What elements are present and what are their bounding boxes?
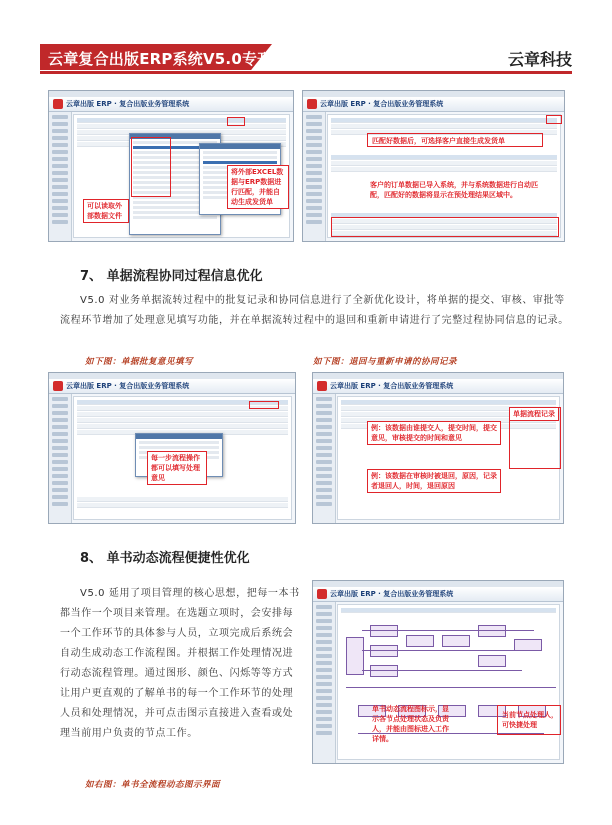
callout-history-b: 例：该数据在审核时被退回，原因，记录者退回人，时间，退回原因 <box>367 469 501 493</box>
screenshot-import: 云章出版 ERP · 复合出版业务管理系统 可以读取外部数据文件 将外部EXCEL数据与ERP数据进行匹配，并能自动生成发货单 <box>48 90 294 242</box>
callout-import-right: 将外部EXCEL数据与ERP数据进行匹配，并能自动生成发货单 <box>227 165 289 209</box>
section7-paragraph: V5.0 对业务单据流转过程中的批复记录和协同信息进行了全新优化设计，将单据的提交、审核、审批等流程环节增加了处理意见填写功能，并在单据流转过程中的退回和重新申请进行了完整过程协同信息的记录。 <box>60 295 569 326</box>
section7-caption-right: 如下图：退回与重新申请的协同记录 <box>313 357 458 367</box>
app-logo-icon <box>317 589 327 599</box>
callout-history-a: 例：该数据由谁提交人，提交时间，提交意见，审核提交的时间和意见 <box>367 421 501 445</box>
callout-import-left: 可以读取外部数据文件 <box>83 199 129 223</box>
app-logo-icon <box>307 99 317 109</box>
callout-flow-right: 当前节点处理人，可快捷处理 <box>502 711 558 729</box>
section7-caption-left: 如下图：单据批复意见填写 <box>85 357 194 367</box>
screenshot-match: 云章出版 ERP · 复合出版业务管理系统 匹配好数据后，可选择客户直接生成发货单 客户的订单数据已导入系统，并与系统数据进行自动匹配，匹配好的数据将显示在预处理结果区域中。 <box>302 90 565 242</box>
section7-heading: 7、 单据流程协同过程信息优化 <box>80 269 263 284</box>
callout-approval: 每一步流程操作都可以填写处理意见 <box>147 451 207 485</box>
callout-history-title: 单据流程记录 <box>509 407 559 421</box>
app-logo-icon <box>317 381 327 391</box>
app-logo-icon <box>53 99 63 109</box>
brand-name: 云章科技 <box>507 50 572 69</box>
callout-match-top: 匹配好数据后，可选择客户直接生成发货单 <box>372 137 505 145</box>
screenshot-history: 云章出版 ERP · 复合出版业务管理系统 单据流程记录 例：该数据由谁提交人，提交时间，提交意见，审核提交的时间和意见 例：该数据在审核时被退回，原因，记录者退回人，时间，退回原因 <box>312 372 564 524</box>
callout-flow-left: 单书动态流程图标示，显示各节点处理状态及负责人，并能由图标进入工作详情。 <box>372 705 449 743</box>
header-rule <box>40 71 572 74</box>
app-logo-icon <box>53 381 63 391</box>
callout-match-bottom: 客户的订单数据已导入系统，并与系统数据进行自动匹配，匹配好的数据将显示在预处理结果区域中。 <box>370 181 538 199</box>
page-header <box>0 44 612 70</box>
banner-title: 云章复合出版ERP系统V5.0专刊 <box>48 50 273 68</box>
screenshot-approval: 云章出版 ERP · 复合出版业务管理系统 每一步流程操作都可以填写处理意见 <box>48 372 296 524</box>
section8-paragraph: V5.0 延用了项目管理的核心思想，把每一本书都当作一个项目来管理。在选题立项时，会安排每一个工作环节的具体参与人员，立项完成后系统会自动生成动态工作流程图。并根据工作处理情况进行动态流程管理。通过图形、颜色、闪烁等等方式让用户更直观的了解单书的每一个工作环节的处理人员和处理情况，并可点击图示直接进入查看或处理当前用户负责的节点工作。 <box>60 588 300 739</box>
section8-heading: 8、 单书动态流程便捷性优化 <box>80 551 250 566</box>
section8-caption: 如右图：单书全流程动态图示界面 <box>85 780 221 790</box>
screenshot-flow: 云章出版 ERP · 复合出版业务管理系统 单书动态流程图标示，显示各节点处理状态及负责人，并能由图标进入工作详情。 当前节点处理人，可快捷处理 <box>312 580 564 764</box>
